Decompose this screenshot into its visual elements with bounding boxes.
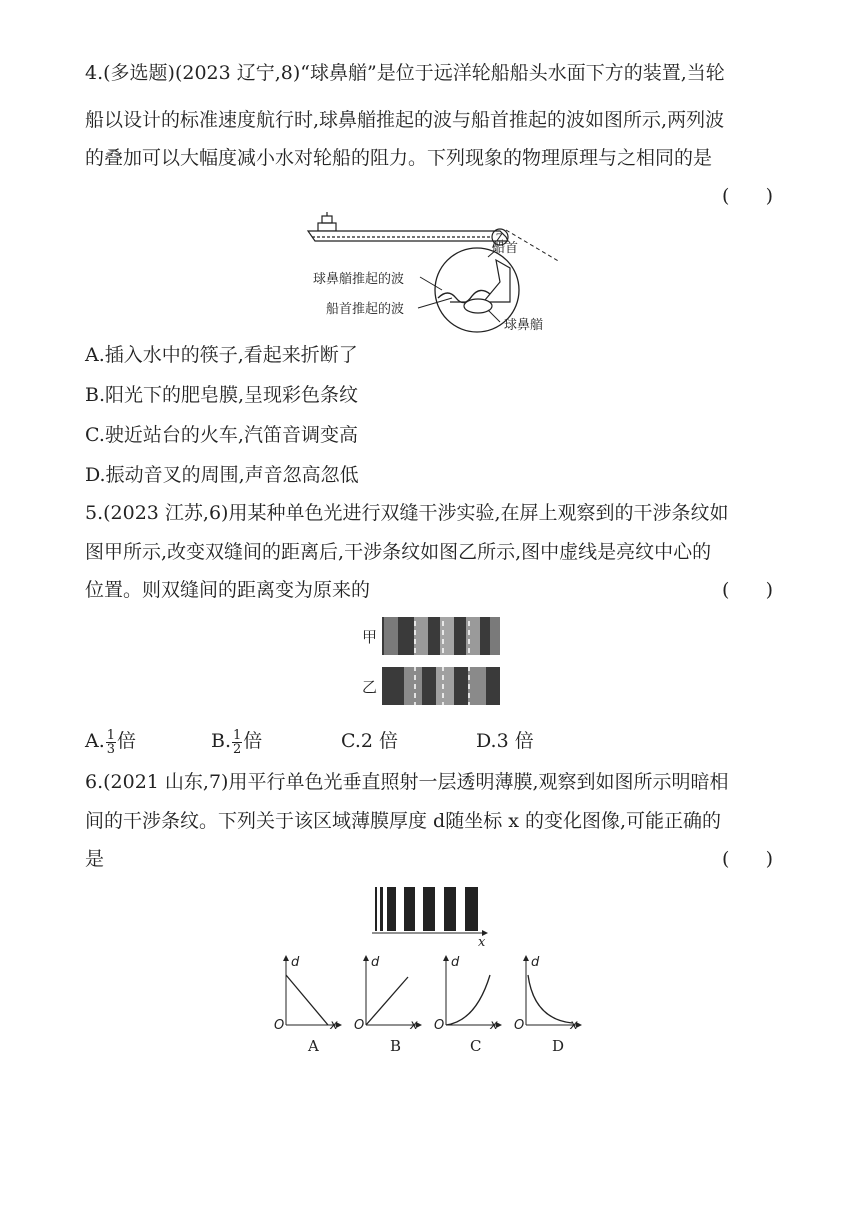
graph-d-caption: D bbox=[552, 1037, 565, 1055]
graph-a-caption: A bbox=[308, 1037, 319, 1055]
graph-b-caption: B bbox=[390, 1037, 402, 1055]
svg-text:Z: Z bbox=[496, 233, 503, 244]
q5-line-3: 位置。则双缝间的距离变为原来的 bbox=[85, 579, 371, 601]
q5-option-b: B. $\frac{1}{2}$ 倍 bbox=[211, 727, 263, 757]
q6-answer-paren: ( ) bbox=[722, 848, 774, 870]
d-x-graphs bbox=[270, 955, 590, 1035]
fringe-x-label: x bbox=[478, 935, 486, 950]
q5-option-a: A. $\frac{1}{3}$ 倍 bbox=[85, 727, 137, 757]
fringe-label-a: 甲 bbox=[362, 628, 378, 646]
q4-line-1: 4.(多选题)(2023 辽宁,8)“球鼻艏”是位于远洋轮船船头水面下方的装置,当轮 bbox=[85, 62, 725, 84]
graph-a-x-label: x bbox=[330, 1018, 338, 1033]
label-bow: 船首 bbox=[492, 241, 519, 256]
graph-c-caption: C bbox=[470, 1037, 482, 1055]
q4-line-2: 船以设计的标准速度航行时,球鼻艏推起的波与船首推起的波如图所示,两列波 bbox=[85, 109, 725, 131]
q5-option-c: C.2 倍 bbox=[341, 730, 399, 752]
ship-icon bbox=[308, 212, 508, 245]
q6-line-1: 6.(2021 山东,7)用平行单色光垂直照射一层透明薄膜,观察到如图所示明暗相 bbox=[85, 771, 729, 793]
graph-d-origin: O bbox=[514, 1018, 525, 1033]
label-bulb: 球鼻艏 bbox=[504, 318, 544, 333]
q5-line-1: 5.(2023 江苏,6)用某种单色光进行双缝干涉实验,在屏上观察到的干涉条纹如 bbox=[85, 502, 729, 524]
q6-line-3: 是 bbox=[85, 848, 105, 870]
graph-a-y-label: d bbox=[291, 955, 300, 970]
q4-answer-paren: ( ) bbox=[722, 185, 774, 207]
graph-b-y-label: d bbox=[371, 955, 380, 970]
q5-option-d: D.3 倍 bbox=[476, 730, 534, 752]
q4-option-a: A.插入水中的筷子,看起来折断了 bbox=[85, 344, 358, 366]
graph-b-x-label: x bbox=[410, 1018, 418, 1033]
graph-a-origin: O bbox=[274, 1018, 285, 1033]
q6-line-2: 间的干涉条纹。下列关于该区域薄膜厚度 d随坐标 x 的变化图像,可能正确的 bbox=[85, 810, 722, 832]
q4-option-d: D.振动音叉的周围,声音忽高忽低 bbox=[85, 464, 359, 486]
q4-option-c: C.驶近站台的火车,汽笛音调变高 bbox=[85, 424, 358, 446]
q5-line-2: 图甲所示,改变双缝间的距离后,干涉条纹如图乙所示,图中虚线是亮纹中心的 bbox=[85, 541, 712, 563]
label-bow-wave: 船首推起的波 bbox=[326, 302, 405, 317]
graph-c-x-label: x bbox=[490, 1018, 498, 1033]
q5-answer-paren: ( ) bbox=[722, 579, 774, 601]
fringe-label-b: 乙 bbox=[362, 678, 378, 696]
graph-d-x-label: x bbox=[570, 1018, 578, 1033]
graph-c-y-label: d bbox=[451, 955, 460, 970]
thin-film-fringes bbox=[370, 885, 490, 947]
graph-d-y-label: d bbox=[531, 955, 540, 970]
graph-c-origin: O bbox=[434, 1018, 445, 1033]
label-bulb-wave: 球鼻艏推起的波 bbox=[313, 272, 405, 287]
graph-b-origin: O bbox=[354, 1018, 365, 1033]
q4-line-3: 的叠加可以大幅度减小水对轮船的阻力。下列现象的物理原理与之相同的是 bbox=[85, 147, 713, 169]
fringe-center-dashed-lines bbox=[382, 612, 500, 712]
q4-option-b: B.阳光下的肥皂膜,呈现彩色条纹 bbox=[85, 384, 359, 406]
